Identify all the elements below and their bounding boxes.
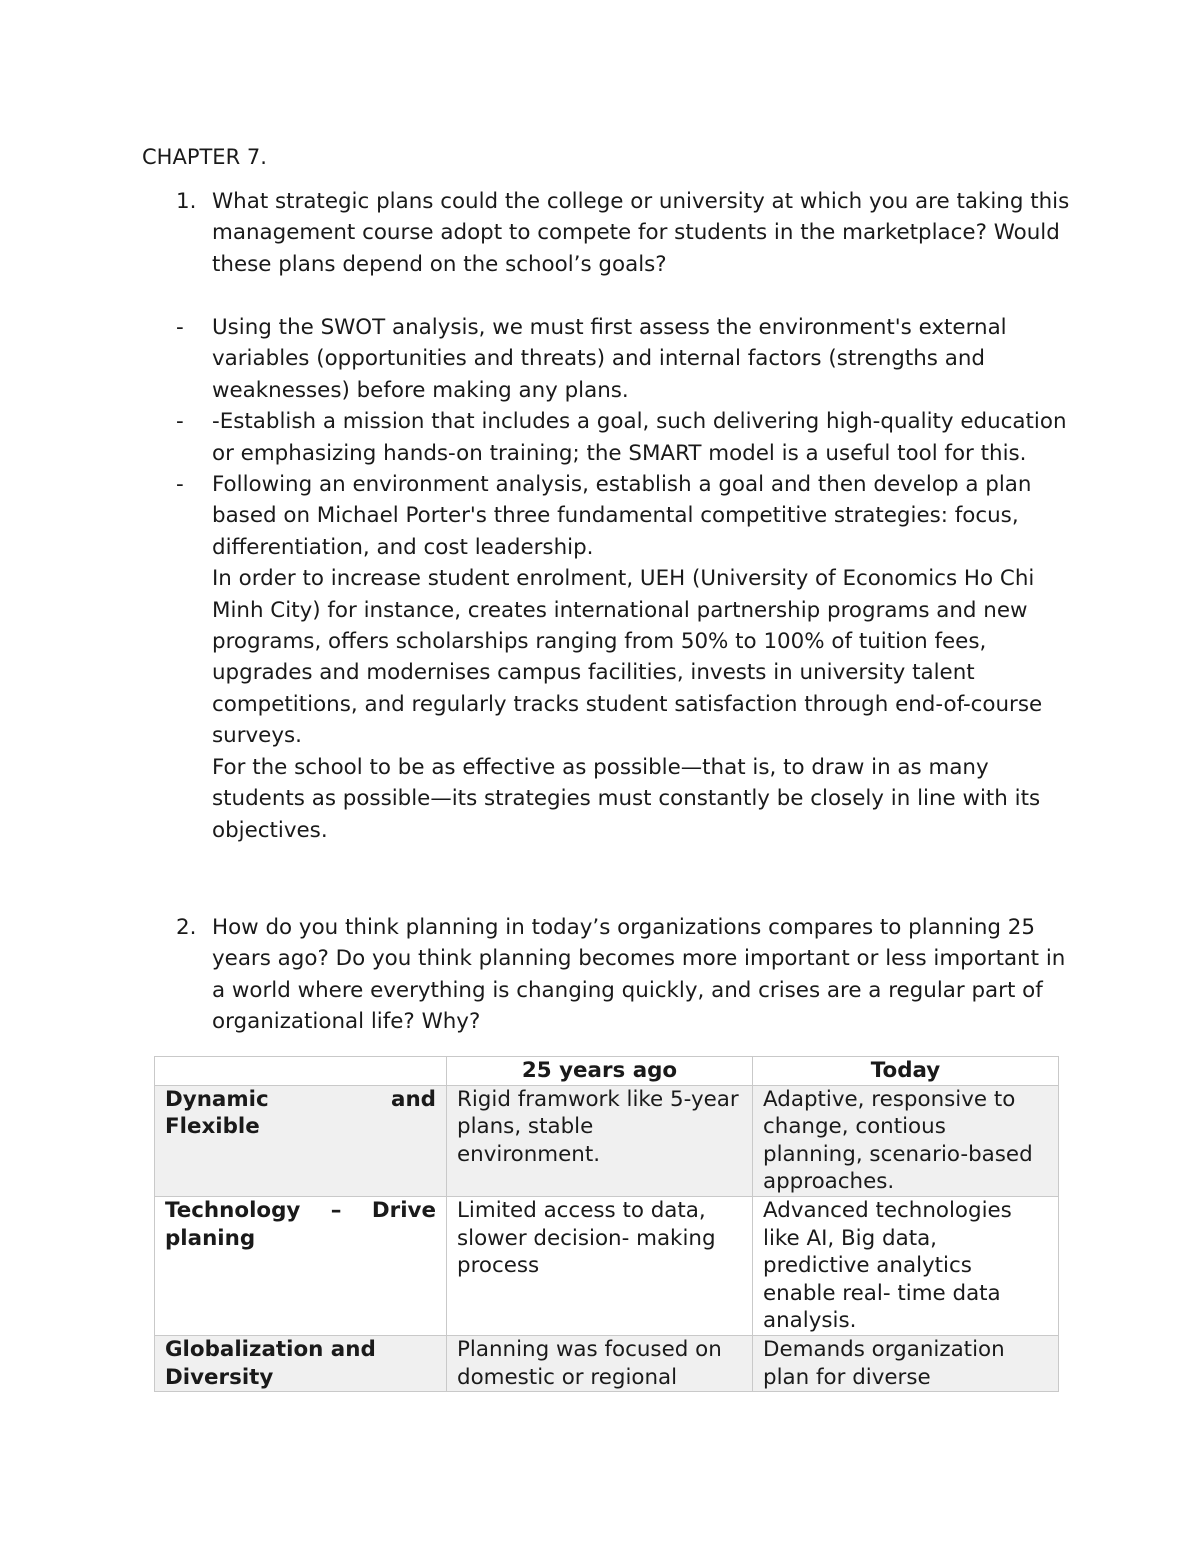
bullet-dash: - [176,409,184,435]
row-label [155,1335,447,1391]
bullet-dash: - [176,315,184,340]
row-label [155,1196,447,1335]
table-row [155,1335,1059,1391]
chapter-heading: CHAPTER 7. [142,145,267,169]
cell-today: Adaptive, responsive to change, contious planning, scenario-based approaches. [753,1085,1059,1196]
table-row [155,1085,1059,1196]
table-header-past: 25 years ago [447,1057,753,1086]
cell-today: Advanced technologies like AI, Big data, predictive analytics enable real- time data analysis. [753,1196,1059,1335]
table-header-empty [155,1057,447,1086]
question-2 [176,912,1076,1038]
row-label-word: Drive [371,1197,436,1223]
list-item [176,312,1076,406]
row-label-word: Technology [165,1197,301,1223]
bullet-dash: - [176,472,184,498]
list-item [176,469,1076,563]
cell-today-text: Demands organization plan for diverse [763,1336,1005,1390]
question-number: 2. [176,915,197,940]
question-text: What strategic plans could the college or university at which you are taking this management course adopt to compete for students in the marketplace? Would these plans depend on the school’s goals? [212,189,1070,277]
example-paragraph: In order to increase student enrolment, UEH (University of Economics Ho Chi Minh City) for instance, creates international partnership programs and new programs, offers scholarships ranging from 50% to 100% of tuition fees, upgrades and modernises campus facilities, invests in university talent competitions, and regularly tracks student satisfaction through end-of-course surveys. [212,566,1043,749]
row-label [155,1085,447,1196]
row-label-word: – [330,1197,342,1223]
cell-past-text: Planning was focused on domestic or regional [457,1336,722,1390]
cell-past: Rigid framwork like 5-year plans, stable environment. [447,1085,753,1196]
question-text: How do you think planning in today’s organizations compares to planning 25 years ago? Do you think planning becomes more important or less important in a world where everything is changing quickly, and crises are a regular part of organizational life? Why? [212,915,1066,1035]
cell-past: Limited access to data, slower decision- making process [447,1196,753,1335]
row-label-word: planing [165,1225,256,1251]
cell-past [447,1335,753,1391]
comparison-table [154,1056,1059,1392]
answer-text: -Establish a mission that includes a goal, such delivering high-quality education or emphasizing hands-on training; the SMART model is a useful tool for this. [212,409,1067,466]
row-label-word: Dynamic [165,1086,269,1112]
conclusion-paragraph: For the school to be as effective as possible—that is, to draw in as many students as possible—its strategies must constantly be closely in line with its objectives. [212,754,1041,843]
row-label-text: Globalization and Diversity [165,1336,376,1390]
list-item [176,406,1076,469]
row-label-word: and [391,1086,436,1112]
question-number: 1. [176,189,197,214]
answer-text: Using the SWOT analysis, we must first assess the environment's external variables (opportunities and threats) and internal factors (strengths and weaknesses) before making any plans. [212,315,1007,403]
table-header-row [155,1057,1059,1086]
table-row [155,1196,1059,1335]
table-header-today: Today [753,1057,1059,1086]
answer-text: Following an environment analysis, establish a goal and then develop a plan based on Michael Porter's three fundamental competitive strategies: focus, differentiation, and cost leadership. [212,472,1032,560]
answer-list [176,312,1076,846]
question-1 [176,186,1076,280]
cell-today [753,1335,1059,1391]
row-label-word: Flexible [165,1114,260,1140]
